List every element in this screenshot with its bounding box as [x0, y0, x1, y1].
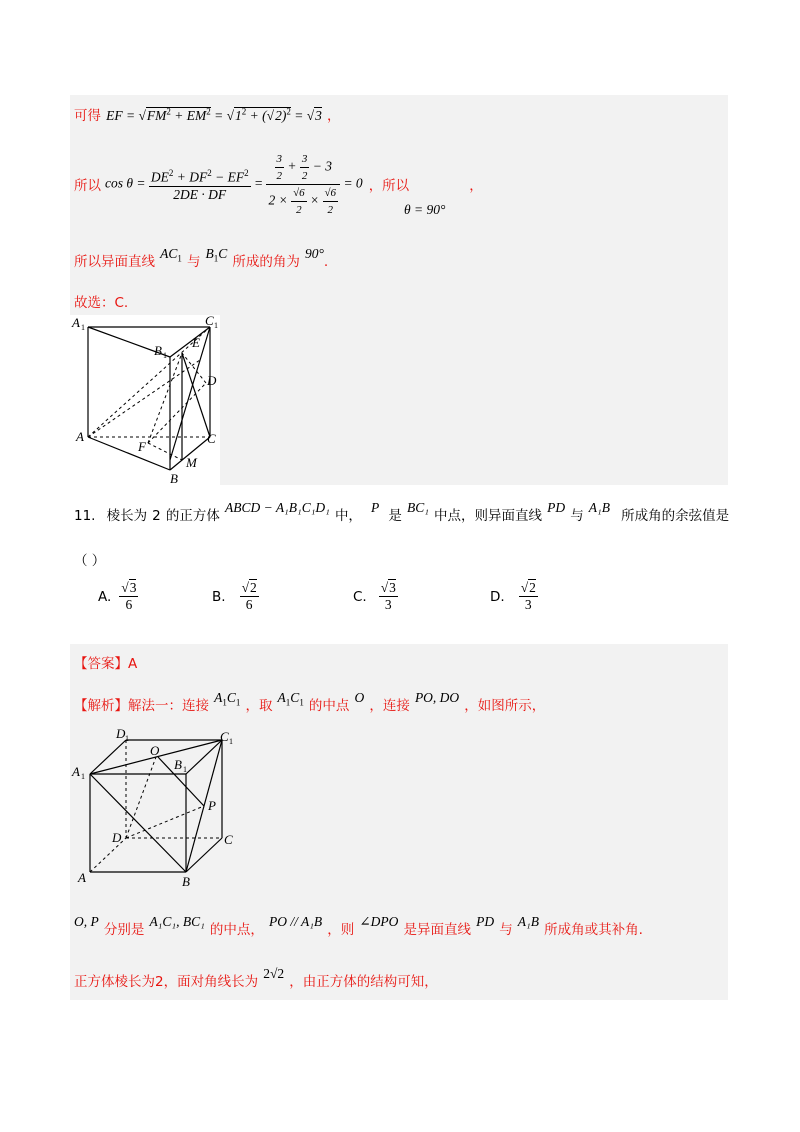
label-C1: C [205, 315, 214, 328]
label-F: F [138, 439, 146, 454]
line-cos-prefix: 所以 [74, 178, 101, 194]
ac1-label: AC1 [160, 246, 182, 264]
question-pd: PD [547, 500, 566, 515]
midpoint-t4: 是异面直线 [403, 922, 472, 938]
label-A1b-sub: 1 [81, 772, 85, 781]
option-d-num: 2 [529, 580, 536, 595]
option-b-value: $\frac{√2}{6}$ [241, 580, 257, 612]
label-Db: D [112, 830, 122, 845]
question-t2: 的正方体 [165, 508, 220, 524]
label-C: C [207, 431, 216, 446]
question-t5: 中点，则异面直线 [434, 508, 543, 524]
midpoint-para: PO // A₁B [268, 914, 323, 929]
option-b-den: 6 [245, 597, 253, 612]
diagonal-line [74, 966, 438, 990]
label-D: D [207, 373, 217, 388]
conclusion-t2: 与 [186, 254, 201, 270]
analysis-po-do: PO, DO [414, 690, 460, 705]
analysis-text4: ，连接 [369, 698, 410, 714]
option-a-den: 6 [125, 597, 133, 612]
label-A: A [76, 429, 84, 444]
question-edge: 2 [152, 508, 161, 524]
question-t6: 与 [570, 508, 584, 524]
option-d-label: D. [490, 588, 505, 605]
line-cos-end: ， [469, 178, 483, 194]
question-p: P [371, 500, 380, 515]
a1c1-label-2: A1C1 [277, 690, 304, 708]
option-b-label: B. [212, 588, 226, 605]
midpoint-t1: 分别是 [103, 922, 145, 938]
label-A1b: A [72, 764, 80, 779]
label-Cb: C [224, 832, 233, 847]
label-P: P [208, 798, 216, 813]
line-ef [74, 104, 340, 124]
midpoint-pd: PD [476, 914, 495, 929]
option-a-label: A. [98, 588, 112, 605]
midpoint-t5: 与 [499, 922, 513, 938]
analysis-text3: 的中点 [308, 698, 350, 714]
option-a-num: 3 [129, 580, 137, 595]
label-Bb: B [182, 874, 190, 889]
option-c-value: $\frac{√3}{3}$ [380, 580, 396, 612]
label-E: E [192, 335, 200, 350]
conclusion-t1: 所以异面直线 [74, 254, 155, 270]
option-c-den: 3 [384, 597, 392, 612]
label-D1: D [116, 726, 126, 741]
question-bc1: BC₁ [406, 500, 429, 515]
midpoint-op: O, P [74, 914, 99, 929]
midpoint-t6: 所成角或其补角. [544, 922, 643, 938]
question-11 [74, 500, 730, 524]
midpoint-t2: 的中点， [209, 922, 264, 938]
answer-tag: 【答案】A [74, 656, 138, 672]
label-C1b: C [220, 729, 229, 744]
label-C1-sub: 1 [214, 321, 218, 330]
midpoint-line [74, 914, 643, 938]
line-ef-prefix: 可得 [74, 108, 101, 124]
analysis-text5: ，如图所示， [464, 698, 546, 714]
question-number: 11. [74, 508, 96, 524]
label-C1b-sub: 1 [229, 737, 233, 746]
cos-formula: cos θ = $\frac{DE^2 + DF^2 - EF^2}{2DE \cdot DF}$ = $\frac{3}{2}$ + $\frac{3}{2}$ − 3 2 × $\frac{√6}{2}$ × $\frac{√6}{2}$ = 0 [105, 152, 363, 216]
label-B1b-sub: 1 [183, 765, 187, 774]
analysis-text1: 解法一：连接 [128, 698, 209, 714]
analysis-tag: 【解析】 [74, 698, 128, 714]
answer-paren: （ ） [74, 553, 106, 569]
label-A1: A [72, 315, 80, 330]
label-B1: B [154, 343, 162, 358]
option-b-num: 2 [249, 580, 257, 595]
line-ef-suffix: ， [326, 108, 341, 124]
midpoint-t3: ，则 [327, 922, 355, 938]
option-d-value: $\frac{√2}{3}$ [520, 580, 536, 612]
label-O: O [150, 743, 160, 758]
choice-line: 故选：C. [74, 295, 129, 311]
analysis-o: O [354, 690, 365, 705]
option-c-num: 3 [389, 580, 396, 595]
conclusion-t3: 所成的角为 [232, 254, 300, 270]
label-B1-sub: 1 [163, 351, 167, 360]
midpoint-a1b: A₁B [517, 914, 539, 929]
label-A1-sub: 1 [81, 323, 85, 332]
theta-value: θ = 90° [404, 202, 446, 217]
question-t3: 中， [334, 508, 362, 524]
line-cos-mid: ，所以 [368, 178, 410, 194]
diagonal-t2: ，由正方体的结构可知， [289, 974, 438, 990]
label-B1b: B [174, 757, 182, 772]
question-t1: 棱长为 [106, 508, 148, 524]
angle-90: 90° [305, 246, 324, 261]
line-conclusion [74, 246, 329, 272]
option-c[interactable] [353, 580, 398, 613]
diagonal-t1: 正方体棱长为2，面对角线长为 [74, 974, 259, 990]
a1c1-label-1: A1C1 [214, 690, 241, 708]
cube-figure [70, 724, 240, 894]
diagonal-value: 2√2 [263, 966, 285, 981]
analysis-text2: ，取 [245, 698, 273, 714]
option-d-den: 3 [524, 597, 532, 612]
b1c-label: B1C [205, 246, 228, 264]
option-c-label: C. [353, 588, 367, 605]
analysis-line [74, 690, 546, 716]
option-a[interactable] [98, 580, 138, 613]
question-t7: 所成角的余弦值是 [621, 508, 730, 524]
ef-formula: EF = $√FM^2 + EM^2 = √1^2 + (√2)^2 = √3$ [106, 106, 322, 123]
midpoint-angle: ∠DPO [359, 914, 399, 929]
conclusion-t4: . [323, 254, 329, 270]
option-a-value: $\frac{√3}{6}$ [121, 580, 137, 612]
option-b[interactable] [212, 580, 259, 613]
option-d[interactable] [490, 580, 538, 613]
question-a1b: A₁B [588, 500, 610, 515]
label-D1-sub: 1 [125, 734, 129, 743]
prism-figure [70, 315, 220, 485]
question-cube: ABCD − A₁B₁C₁D₁ [224, 500, 330, 515]
label-M: M [186, 455, 197, 470]
label-B: B [170, 471, 178, 485]
midpoint-mids: A₁C₁, BC₁ [149, 914, 205, 929]
question-t4: 是 [388, 508, 402, 524]
label-Ab: A [78, 870, 86, 885]
